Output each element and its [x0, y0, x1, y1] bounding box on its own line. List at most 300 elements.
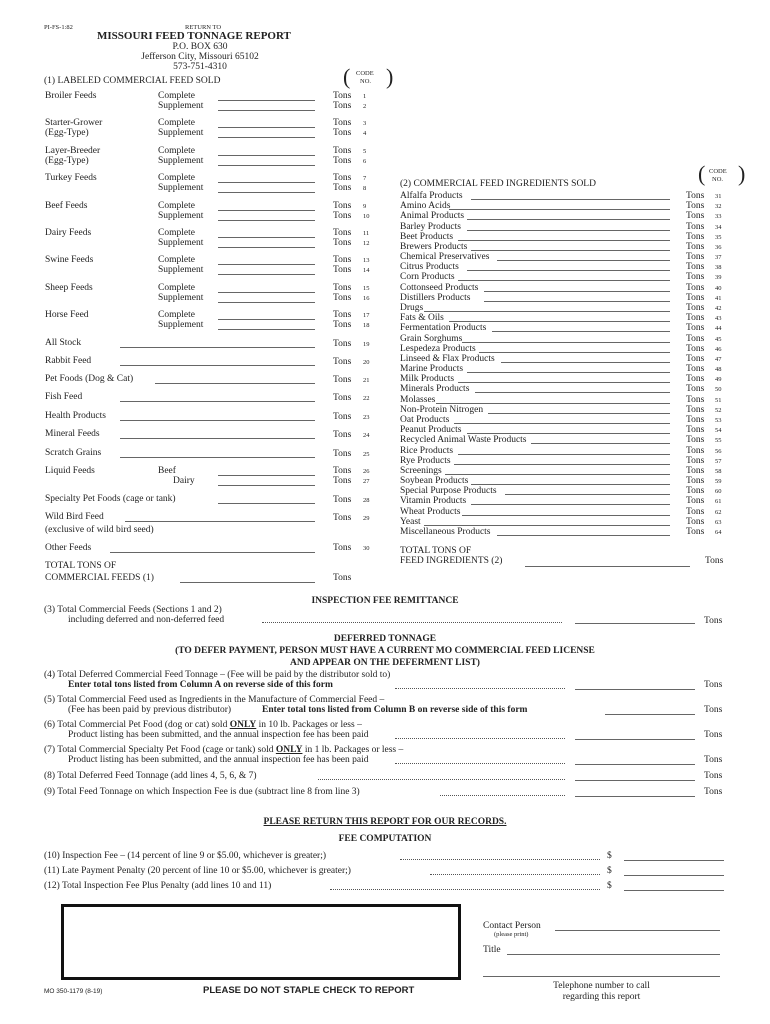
line10-field[interactable] [624, 860, 724, 861]
supplement-tons-field[interactable] [218, 137, 315, 138]
fee-computation-title: FEE COMPUTATION [338, 834, 432, 844]
line4-text-b: Enter total tons listed from Column A on reverse side of this form [68, 680, 333, 690]
line10-dots [400, 859, 600, 860]
code-number: 62 [715, 508, 722, 516]
tons-label: Tons [686, 364, 705, 375]
line7-dots [395, 763, 565, 764]
ingredient-name: Rice Products [400, 445, 454, 456]
ingredient-name: Distillers Products [400, 292, 471, 303]
complete-tons-field[interactable] [218, 292, 315, 293]
supplement-tons-field[interactable] [218, 247, 315, 248]
tons-label: Tons [686, 292, 705, 303]
complete-tons-field[interactable] [218, 264, 315, 265]
code-number: 44 [715, 325, 722, 333]
line6-post: in 10 lb. Packages or less – [258, 720, 362, 730]
ingredient-tons-field[interactable] [458, 454, 670, 455]
complete-tons-field[interactable] [218, 155, 315, 156]
tons-label: Tons [686, 404, 705, 415]
code-number: 60 [715, 488, 722, 496]
supplement-label: Supplement [158, 128, 204, 139]
line7-tons: Tons [704, 755, 723, 765]
ingredient-name: Fermentation Products [400, 323, 487, 334]
section2-total-field[interactable] [525, 566, 690, 567]
specialty-pet-field[interactable] [218, 503, 315, 504]
line3-field[interactable] [575, 623, 695, 624]
liquid-feeds-label: Liquid Feeds [45, 466, 95, 476]
code-number: 46 [715, 345, 722, 353]
tons-label: Tons [686, 465, 705, 476]
ingredient-tons-field[interactable] [501, 362, 670, 363]
code-number: 37 [715, 254, 722, 262]
ingredient-tons-field[interactable] [467, 270, 670, 271]
ingredient-tons-field[interactable] [471, 484, 670, 485]
liquid-dairy-field[interactable] [218, 485, 315, 486]
ingredient-tons-field[interactable] [471, 250, 670, 251]
line9-text: (9) Total Feed Tonnage on which Inspection Fee is due (subtract line 8 from line 3) [44, 787, 360, 797]
code-number: 22 [363, 395, 370, 402]
tons-label: Tons [686, 252, 705, 263]
supplement-tons-field[interactable] [218, 329, 315, 330]
liquid-beef-field[interactable] [218, 475, 315, 476]
code-number: 16 [363, 294, 370, 302]
complete-label: Complete [158, 228, 195, 238]
line5-text-a: (5) Total Commercial Feed used as Ingredients in the Manufacture of Commercial Feed – [44, 695, 385, 705]
ingredient-name: Corn Products [400, 272, 455, 283]
ingredient-name: Cottonseed Products [400, 282, 479, 293]
tons-label: Tons [333, 339, 352, 349]
line8-field[interactable] [575, 780, 695, 781]
code-number: 49 [715, 376, 722, 384]
section1-total-1: TOTAL TONS OF [45, 561, 117, 571]
complete-tons-field[interactable] [218, 127, 315, 128]
tons-label: Tons [333, 101, 352, 111]
line12-field[interactable] [624, 890, 724, 891]
supplement-tons-field[interactable] [218, 110, 315, 111]
tons-label: Tons [333, 543, 352, 553]
ingredient-tons-field[interactable] [497, 535, 670, 536]
tons-label: Tons [333, 320, 352, 331]
tons-label: Tons [333, 118, 352, 129]
line7-text-b: Product listing has been submitted, and the annual inspection fee has been paid [68, 755, 369, 765]
line3-tons: Tons [704, 616, 723, 626]
ingredient-name: Beet Products [400, 231, 454, 242]
code-number: 26 [363, 468, 370, 475]
ingredient-name: Vitamin Products [400, 496, 467, 507]
code-number: 33 [715, 213, 722, 221]
tons-label: Tons [333, 91, 352, 101]
line12-dollar: $ [607, 881, 612, 891]
tons-label: Tons [686, 343, 705, 354]
line11-text: (11) Late Payment Penalty (20 percent of line 10 or $5.00, whichever is greater;) [44, 866, 351, 876]
complete-label: Complete [158, 200, 195, 211]
ingredient-name: Barley Products [400, 221, 461, 232]
page-title: MISSOURI FEED TONNAGE REPORT [97, 30, 291, 42]
liquid-beef-label: Beef [158, 466, 176, 476]
supplement-label: Supplement [158, 155, 204, 166]
code-number: 48 [715, 366, 722, 374]
code-number: 17 [363, 312, 370, 320]
feed-group-name: Horse Feed [45, 310, 89, 321]
line6-pre: (6) Total Commercial Pet Food (dog or cat) sold [44, 720, 228, 730]
tons-label: Tons [333, 513, 352, 523]
liquid-dairy-label: Dairy [173, 476, 195, 486]
ingredient-name: Brewers Products [400, 241, 468, 252]
supplement-label: Supplement [158, 265, 204, 276]
line6-field[interactable] [575, 739, 695, 740]
ingredient-tons-field[interactable] [458, 382, 670, 383]
tons-label: Tons [333, 310, 352, 321]
tons-label: Tons [686, 435, 705, 446]
ingredient-name: Rye Products [400, 455, 451, 466]
code-number: 39 [715, 274, 722, 282]
line9-tons: Tons [704, 787, 723, 797]
code-number: 61 [715, 498, 722, 506]
feed-tons-field[interactable] [120, 401, 315, 402]
no2-label: NO. [712, 176, 724, 183]
code-paren-right: ) [386, 64, 394, 89]
line6-only: ONLY [229, 720, 257, 730]
feed-name: All Stock [45, 338, 82, 348]
ingredient-tons-field[interactable] [475, 392, 670, 393]
supplement-label: Supplement [158, 210, 204, 221]
ingredient-name: Soybean Products [400, 476, 469, 487]
code-number: 2 [363, 103, 367, 110]
complete-label: Complete [158, 118, 195, 129]
line11-dots [430, 874, 600, 875]
feed-group-name: Starter-Grower [45, 118, 103, 129]
return-to: RETURN TO [185, 24, 222, 31]
line7-pre: (7) Total Commercial Specialty Pet Food (cage or tank) sold [44, 745, 274, 755]
no-label: NO. [360, 78, 372, 85]
code-number: 41 [715, 294, 722, 302]
ingredient-tons-field[interactable] [424, 525, 670, 526]
ingredient-name: Molasses [400, 394, 436, 405]
ingredient-tons-field[interactable] [531, 443, 670, 444]
tons-label: Tons [686, 414, 705, 425]
feed-name: Mineral Feeds [45, 429, 100, 439]
supplement-label: Supplement [158, 238, 204, 248]
section2-title: (2) COMMERCIAL FEED INGREDIENTS SOLD [400, 179, 596, 189]
tons-label: Tons [686, 323, 705, 334]
code-number: 5 [363, 147, 367, 155]
tons-label: Tons [686, 486, 705, 497]
section2-total-2: FEED INGREDIENTS (2) [400, 556, 503, 566]
specialty-pet-label: Specialty Pet Foods (cage or tank) [45, 494, 176, 504]
line5-field[interactable] [605, 714, 695, 715]
code-number: 19 [363, 341, 370, 348]
line9-field[interactable] [575, 796, 695, 797]
code-number: 56 [715, 447, 722, 455]
feed-group-name: Dairy Feeds [45, 228, 92, 238]
wild-bird-label: Wild Bird Feed [45, 512, 104, 522]
phone-number: 573-751-4310 [173, 62, 227, 72]
feed-group-name: Swine Feeds [45, 255, 94, 266]
ingredient-tons-field[interactable] [467, 230, 670, 231]
code-number: 7 [363, 175, 367, 183]
tons-label: Tons [686, 353, 705, 364]
tons-label: Tons [333, 430, 352, 440]
title-field[interactable] [507, 954, 720, 955]
tons-label: Tons [686, 282, 705, 293]
code-number: 59 [715, 478, 722, 486]
line9-dots [440, 795, 565, 796]
line4-dots [395, 688, 565, 689]
line10-text: (10) Inspection Fee – (14 percent of line 9 or $5.00, whichever is greater;) [44, 851, 326, 861]
ingredient-tons-field[interactable] [436, 403, 670, 404]
line3-text-a: (3) Total Commercial Feeds (Sections 1 and 2) [44, 605, 222, 615]
ingredient-tons-field[interactable] [462, 515, 670, 516]
contact-person-field[interactable] [555, 930, 720, 931]
ingredient-tons-field[interactable] [467, 372, 670, 373]
complete-tons-field[interactable] [218, 210, 315, 211]
ingredient-name: Minerals Products [400, 384, 470, 395]
code-number: 18 [363, 322, 370, 330]
tons-label: Tons [333, 265, 352, 276]
ingredient-tons-field[interactable] [454, 464, 670, 465]
code-number: 52 [715, 406, 722, 414]
line4-field[interactable] [575, 689, 695, 690]
tons-label: Tons [333, 375, 352, 385]
line11-field[interactable] [624, 875, 724, 876]
please-print-label: (please print) [494, 931, 529, 938]
form-number: MO 350-1179 (8-19) [44, 988, 103, 995]
code-number: 35 [715, 233, 722, 241]
deferred-subtitle-1: (TO DEFER PAYMENT, PERSON MUST HAVE A CURRENT MO COMMERCIAL FEED LICENSE [175, 646, 595, 656]
tons-label: Tons [333, 573, 352, 583]
supplement-tons-field[interactable] [218, 302, 315, 303]
ingredient-tons-field[interactable] [471, 199, 670, 200]
line7-text-a [44, 745, 403, 755]
code2-label: CODE [709, 168, 727, 175]
tons-label: Tons [686, 333, 705, 344]
tons-label: Tons [333, 145, 352, 156]
supplement-label: Supplement [158, 183, 204, 194]
ingredient-name: Fats & Oils [400, 313, 444, 324]
supplement-label: Supplement [158, 292, 204, 303]
tons-label: Tons [686, 201, 705, 212]
tons-label: Tons [333, 128, 352, 139]
code-number: 3 [363, 120, 367, 128]
feed-tons-field[interactable] [120, 347, 315, 348]
address-line-1: P.O. BOX 630 [172, 42, 228, 52]
code-paren-left: ( [343, 64, 351, 89]
feed-tons-field[interactable] [120, 457, 315, 458]
deferred-title: DEFERRED TONNAGE [333, 634, 437, 644]
ingredient-tons-field[interactable] [484, 301, 670, 302]
supplement-tons-field[interactable] [218, 192, 315, 193]
code-number: 9 [363, 202, 367, 210]
ingredient-name: Recycled Animal Waste Products [400, 435, 527, 446]
ingredient-tons-field[interactable] [449, 321, 670, 322]
code-number: 64 [715, 528, 722, 536]
line12-dots [330, 889, 600, 890]
code-number: 63 [715, 518, 722, 526]
ingredient-tons-field[interactable] [454, 423, 670, 424]
feed-group-name: Turkey Feeds [45, 173, 97, 184]
supplement-label: Supplement [158, 101, 204, 111]
feed-group-name: Sheep Feeds [45, 282, 93, 293]
line7-post: in 1 lb. Packages or less – [304, 745, 404, 755]
feed-tons-field[interactable] [120, 438, 315, 439]
wild-bird-field[interactable] [125, 521, 315, 522]
line6-dots [395, 738, 565, 739]
tons-label: Tons [333, 255, 352, 266]
ingredient-name: Yeast [400, 516, 421, 527]
code-number: 6 [363, 157, 367, 165]
complete-label: Complete [158, 255, 195, 266]
ingredient-tons-field[interactable] [497, 260, 670, 261]
section1-title: (1) LABELED COMMERCIAL FEED SOLD [44, 76, 221, 86]
line10-dollar: $ [607, 851, 612, 861]
code2-paren-left: ( [698, 161, 706, 186]
tons-label: Tons [333, 495, 352, 505]
please-return-text: PLEASE RETURN THIS REPORT FOR OUR RECORDS. [263, 817, 507, 827]
line4-text-a: (4) Total Deferred Commercial Feed Tonnage – (Fee will be paid by the distributor sold to) [44, 670, 391, 680]
code-number: 1 [363, 93, 367, 100]
section1-total-field[interactable] [180, 582, 315, 583]
code2-paren-right: ) [738, 161, 746, 186]
code-number: 34 [715, 223, 722, 231]
code-number: 25 [363, 451, 370, 458]
tons-label: Tons [333, 393, 352, 403]
code-number: 45 [715, 335, 722, 343]
line6-text-b: Product listing has been submitted, and the annual inspection fee has been paid [68, 730, 369, 740]
ingredient-name: Alfalfa Products [400, 191, 463, 201]
tons-label: Tons [333, 183, 352, 194]
code-number: 51 [715, 396, 722, 404]
address-label-box [61, 904, 461, 980]
ingredient-tons-field[interactable] [492, 331, 670, 332]
code-number: 8 [363, 185, 367, 193]
tons-label: Tons [333, 228, 352, 238]
code-number: 24 [363, 432, 370, 439]
supplement-label: Supplement [158, 320, 204, 331]
code-number: 31 [715, 193, 722, 200]
tons-label: Tons [686, 455, 705, 466]
ingredient-tons-field[interactable] [479, 352, 670, 353]
code-number: 14 [363, 267, 370, 275]
feed-name: Pet Foods (Dog & Cat) [45, 374, 134, 384]
title-label: Title [483, 945, 501, 955]
feed-tons-field[interactable] [120, 420, 315, 421]
address-line-2: Jefferson City, Missouri 65102 [141, 52, 259, 62]
code-number: 32 [715, 203, 722, 211]
ingredient-name: Grain Sorghums [400, 333, 463, 344]
tons-label: Tons [686, 496, 705, 507]
code-number: 36 [715, 243, 722, 251]
section2-total-1: TOTAL TONS OF [400, 546, 472, 556]
ingredient-name: Marine Products [400, 364, 464, 375]
code-number: 40 [715, 284, 722, 292]
feed-group-name: Broiler Feeds [45, 91, 97, 101]
ingredient-tons-field[interactable] [449, 209, 670, 210]
code-number: 28 [363, 497, 370, 504]
ingredient-tons-field[interactable] [471, 504, 670, 505]
code-number: 57 [715, 457, 722, 465]
code-number: 58 [715, 467, 722, 475]
ingredient-tons-field[interactable] [484, 291, 670, 292]
code-number: 42 [715, 304, 722, 312]
code-number: 50 [715, 386, 722, 394]
ingredient-tons-field[interactable] [505, 494, 670, 495]
feed-name: Health Products [45, 411, 106, 421]
line12-text: (12) Total Inspection Fee Plus Penalty (add lines 10 and 11) [44, 881, 272, 891]
code-number: 29 [363, 515, 370, 522]
ingredient-name: Lespedeza Products [400, 343, 476, 354]
ingredient-name: Citrus Products [400, 262, 459, 273]
tons-label: Tons [686, 506, 705, 517]
ingredient-tons-field[interactable] [424, 311, 670, 312]
ingredient-tons-field[interactable] [458, 240, 670, 241]
ingredient-name: Special Purpose Products [400, 486, 497, 497]
supplement-tons-field[interactable] [218, 274, 315, 275]
tons-label: Tons [686, 231, 705, 242]
other-feeds-field[interactable] [110, 552, 315, 553]
ingredient-tons-field[interactable] [445, 474, 670, 475]
ingredient-tons-field[interactable] [467, 433, 670, 434]
code-number: 53 [715, 416, 722, 424]
line8-dots [318, 779, 565, 780]
line3-text-b: including deferred and non-deferred feed [68, 615, 225, 625]
tons-label: Tons [333, 449, 352, 459]
other-feeds-label: Other Feeds [45, 543, 92, 553]
complete-tons-field[interactable] [218, 100, 315, 101]
supplement-tons-field[interactable] [218, 165, 315, 166]
ingredient-tons-field[interactable] [488, 413, 670, 414]
tons-label: Tons [686, 221, 705, 232]
feed-group-sub: (Egg-Type) [45, 128, 89, 139]
code-number: 4 [363, 130, 367, 138]
code-number: 54 [715, 427, 722, 435]
tons-label: Tons [686, 241, 705, 252]
supplement-tons-field[interactable] [218, 220, 315, 221]
tons-label: Tons [686, 526, 705, 537]
section2-total-tons: Tons [705, 556, 724, 566]
ingredient-tons-field[interactable] [462, 342, 670, 343]
tons-label: Tons [333, 200, 352, 211]
code-number: 13 [363, 257, 370, 265]
complete-tons-field[interactable] [218, 182, 315, 183]
complete-tons-field[interactable] [218, 319, 315, 320]
line3-dots [262, 622, 562, 623]
complete-label: Complete [158, 173, 195, 184]
tons-label: Tons [686, 516, 705, 527]
ingredient-name: Screenings [400, 465, 442, 476]
complete-tons-field[interactable] [218, 237, 315, 238]
feed-group-sub: (Egg-Type) [45, 155, 89, 166]
ingredient-tons-field[interactable] [467, 219, 670, 220]
feed-tons-field[interactable] [155, 383, 315, 384]
ingredient-tons-field[interactable] [458, 280, 670, 281]
code-number: 12 [363, 240, 370, 247]
telephone-field[interactable] [483, 976, 720, 977]
code-number: 47 [715, 355, 722, 363]
tons-label: Tons [686, 445, 705, 456]
code-number: 20 [363, 359, 370, 366]
tons-label: Tons [686, 394, 705, 405]
tons-label: Tons [686, 191, 705, 201]
tons-label: Tons [333, 292, 352, 303]
feed-name: Rabbit Feed [45, 356, 92, 366]
tons-label: Tons [686, 425, 705, 436]
complete-label: Complete [158, 145, 195, 156]
line7-field[interactable] [575, 764, 695, 765]
tons-label: Tons [686, 476, 705, 487]
code-label: CODE [356, 70, 374, 77]
tons-label: Tons [686, 211, 705, 222]
ingredient-name: Peanut Products [400, 425, 462, 436]
feed-tons-field[interactable] [120, 365, 315, 366]
